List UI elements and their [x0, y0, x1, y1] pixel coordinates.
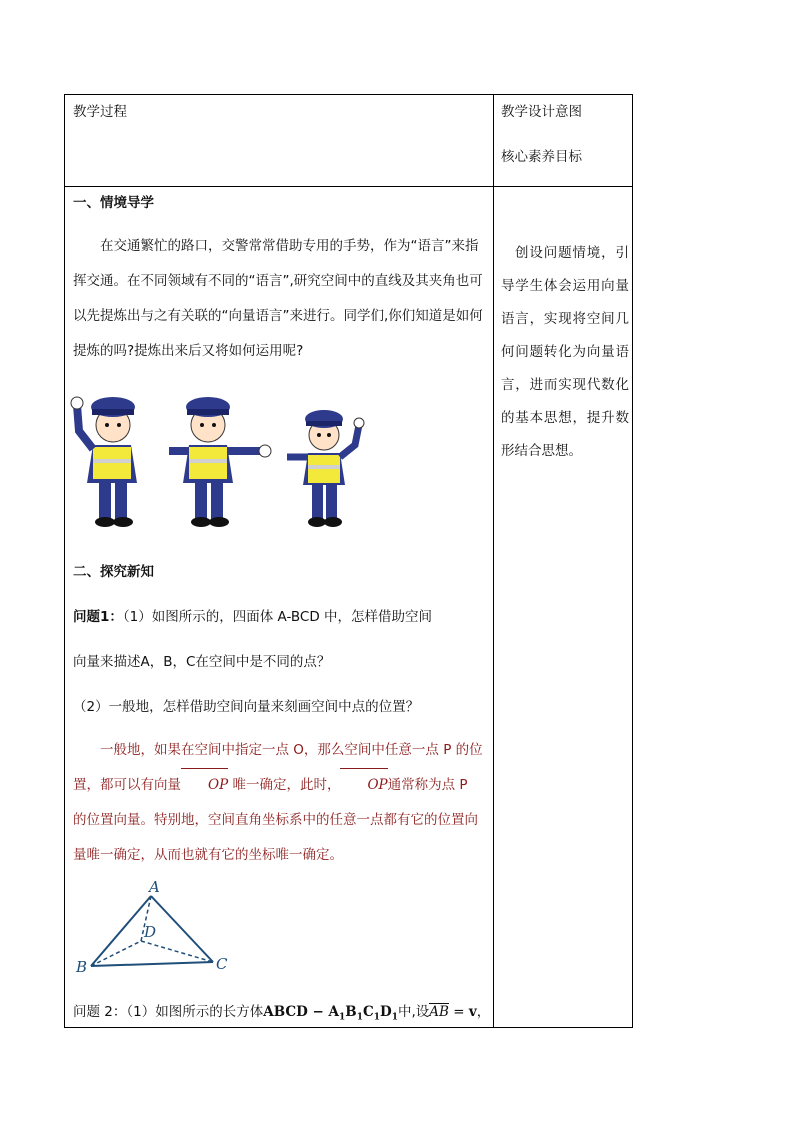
q2-equals: = — [448, 1004, 469, 1020]
answer-text-a: 一般地，如果在空间中指定一点 O，那么空间中任意一点 P 的位置，都可以有向量 — [73, 742, 483, 793]
q2-a1: $A_1$ — [328, 1004, 346, 1023]
header-divider — [65, 186, 632, 187]
police-figure-right — [287, 410, 364, 527]
section-title-explore: 二、探究新知 — [73, 564, 154, 580]
answer-text-c: 通常称为点 P 的位置向量。特别地，空间直角坐标系中的任意一点都有它的位置向量唯一确定，从而也就有它的坐标唯一确定。 — [73, 777, 478, 863]
question1-line1 — [73, 608, 432, 626]
q2-vector-v: v — [468, 1004, 477, 1020]
q2-comma: ， — [476, 1004, 491, 1020]
label-B: B — [76, 958, 88, 976]
vector-op-2: OP — [340, 768, 387, 803]
question1-text: （1）如图所示的，四面体 A-BCD 中，怎样借助空间 — [122, 609, 433, 625]
vector-ab: AB — [429, 1004, 449, 1020]
label-A: A — [149, 878, 160, 896]
section-title-situation: 一、情境导学 — [73, 195, 154, 211]
lesson-table — [64, 94, 633, 1028]
q2-b1: $B_1$ — [345, 1004, 363, 1023]
header-teaching-process: 教学过程 — [73, 104, 127, 120]
header-core-literacy: 核心素养目标 — [501, 149, 582, 165]
traffic-police-illustration — [65, 385, 375, 535]
q2-math-abcd: ABCD — [263, 1004, 308, 1020]
question1-line2: 向量来描述A，B，C在空间中是不同的点？ — [73, 654, 331, 670]
q2-dash: − — [307, 1004, 329, 1020]
answer-text-b: 唯一确定，此时， — [228, 777, 341, 793]
design-intent-text: 创设问题情境，引导学生体会运用向量语言，实现将空间几何问题转化为向量语言，进而实现代数化的基本思想，提升数形结合思想。 — [501, 245, 629, 459]
label-C: C — [216, 955, 228, 973]
question2-line1 — [73, 1003, 490, 1027]
vector-op-1: OP — [181, 768, 228, 803]
position-vector-answer — [73, 733, 485, 873]
label-D: D — [144, 923, 157, 941]
question1-label: 问题1： — [73, 609, 123, 625]
police-figure-left — [71, 397, 137, 527]
q2-d1: $D_1$ — [380, 1004, 398, 1023]
q2-text-b: 中,设 — [397, 1004, 430, 1020]
tetrahedron-figure — [65, 875, 245, 985]
header-design-intent: 教学设计意图 — [501, 104, 582, 120]
police-figure-middle — [169, 397, 271, 527]
q2-c1: $C_1$ — [362, 1004, 380, 1023]
column-divider — [493, 95, 494, 1027]
question1-part2: （2）一般地，怎样借助空间向量来刻画空间中点的位置？ — [73, 699, 420, 715]
q2-text-a: 问题 2：（1）如图所示的长方体 — [73, 1004, 264, 1020]
situation-paragraph: 在交通繁忙的路口，交警常常借助专用的手势，作为“语言”来指挥交通。在不同领域有不同的“语言”,研究空间中的直线及其夹角也可以先提炼出与之有关联的“向量语言”来进行。同学们,你们知道是如何提炼的吗?提炼出来后又将如何运用呢? — [73, 238, 483, 359]
